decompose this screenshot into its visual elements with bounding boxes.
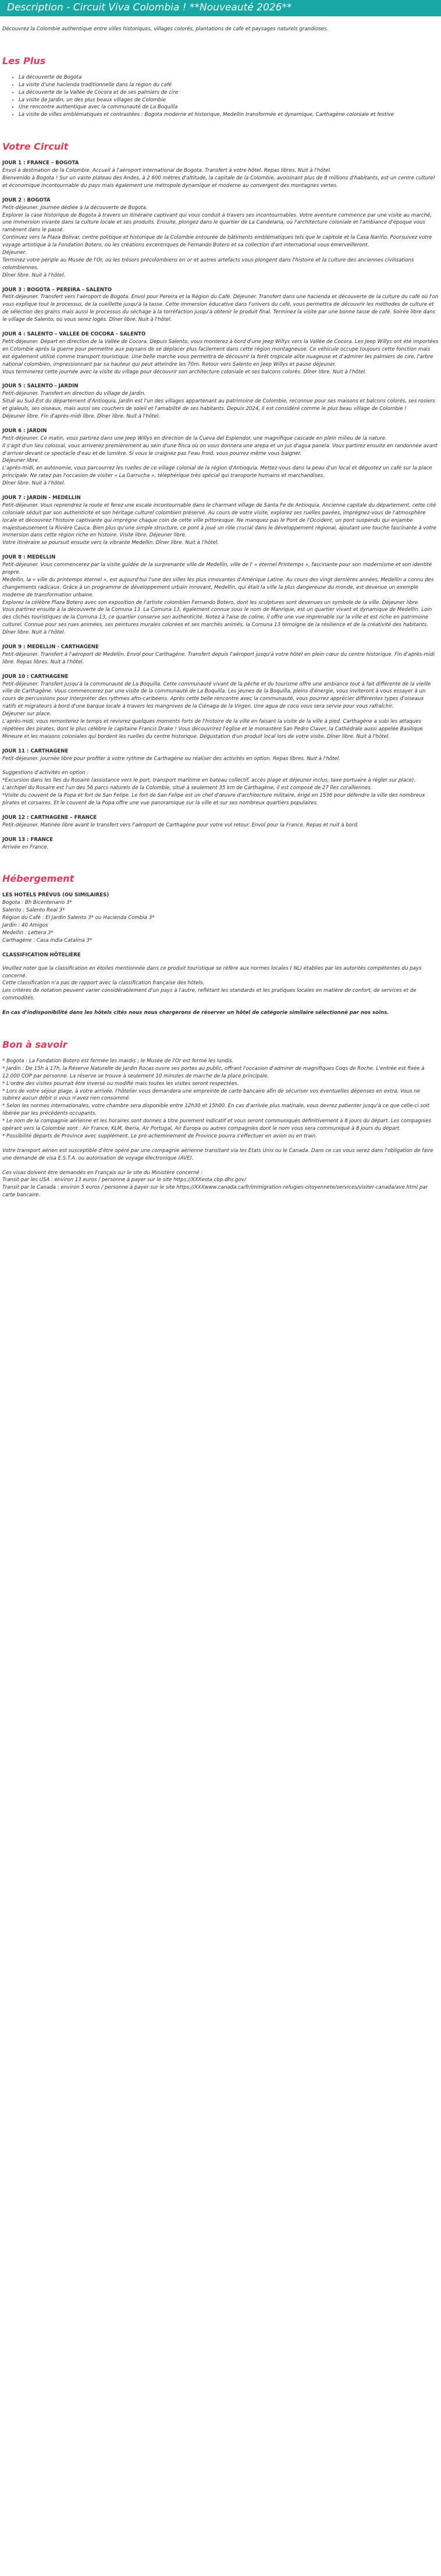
day-paragraph: Arrivée en France. xyxy=(2,844,49,850)
day-paragraph: L'après-midi, vous remonterez le temps et revivrez quelques moments forts de l'histoire de la ville en faisant la visite de la ville à pied. Carthagène a subi les attaques répétées des pirates, dont le plus célèbre le capitaine Francis Drake ! Vous découvrirez l'église et le monastère San Pedro Claver, la Cathédrale aussi appelée Basilique Mineure et les maisons coloniales qui bordent les ruelles du centre historique. Dégustation d'un produit local lors de votre visite. Dîner libre. Nuit à l'hôtel. xyxy=(2,719,423,740)
highlights-list xyxy=(2,74,439,119)
suggestions-intro: Suggestions d'activités en option : xyxy=(2,770,89,776)
hotel-entry: Medellin : Lettera 3* xyxy=(2,930,54,936)
day-paragraph: Petit-déjeuner. Vous reprendrez la route et ferez une escale incontournable dans le charmant village de Santa Fe de Antioquia. Ancienne capitale du département, cette cité coloniale séduit par son authenticité et son héritage culturel colombien préservé. Au cours de votre visite, explorez ses ruelles pavées, imprégnez-vous de l'atmosphère locale et découvrez l'histoire captivante qui imprègne chaque coin de cette ville pittoresque. Ne manquez pas le Pont de l'Occident, un pont suspendu qui enjambe majestueusement la Rivière Cauca. Bien plus qu'une simple structure, ce pont à joué un rôle crucial dans le développement régional, ajoutant une touche fascinante à votre immersion dans cette région riche en histoire. Visite libre. Déjeuner libre. xyxy=(2,502,436,539)
day-10 xyxy=(2,673,439,741)
visa-intro: Ces visas doivent être demandés en Français sur le site du Ministère concerné : xyxy=(2,1169,203,1176)
hotels-title: Hébergement xyxy=(2,873,74,885)
info-note: * Jardin : De 15h à 17h, la Réserve Naturelle de Jardin Rocas ouvre ses portes au public, offrant l'occasion d'admirer de magnifiques Coqs de Roche. L'entrée est fixée à 12.000 COP par personne. La réserve se trouve à seulement 10 minutes de marche de la place principale. xyxy=(2,1065,425,1079)
day-paragraph: Continuez vers la Plaza Bolivar, centre politique et historique de la Colombie entourée de bâtiments emblématiques tels que le capitole et la Casa Nariño. Poursuivez votre voyage artistique à la Fondation Botero, où les créations excentriques de Fernando Botero et sa collection d'art international vous émerveilleront. xyxy=(2,235,432,249)
hotel-entry: Carthagène : Casa India Catalina 3* xyxy=(2,937,93,944)
day-paragraph: Envol à destination de la Colombie. Accueil à l'aéroport international de Bogota. Transfert à votre hôtel. Repas libres. Nuit à l'hôtel. xyxy=(2,168,332,174)
day-paragraph: Il s'agit d'un lieu colossal, vous arriverez premièrement au sein d'une finca où on vous donnera une arepa et un jus d'agua panela. Vous partirez ensuite en randonnée avant d'arriver devant ce spectacle d'eau et de lumière. Si vous le craignez pas l'eau froid, vous pourrez même vous baigner. xyxy=(2,443,438,457)
info-note: * Selon les normes internationales, votre chambre sera disponible entre 12h30 et 15h00. En cas d'arrivée plus matinale, vous devrez patienter jusqu'à ce que celle-ci soit libérée par les précédents occupants. xyxy=(2,1103,429,1117)
suggestion-item: *Excursion dans les îles du Rosaire (assistance vers le port, transport maritime en bateau collectif, accès plage et déjeuner inclus, taxe portuaire à régler sur place). L'archipel du Rosaire est l'un des 56 parcs naturels de la Colombie, situé à seulement 35 km de Carthagène, il est composé de 27 îles coralliennes. xyxy=(2,778,416,791)
info-note: * Le nom de la compagnie aérienne et les horaires sont donnés à titre purement indicatif et vous seront communiqués définitivement à 8 jours du départ. Les compagnies opérant vers la Colombie sont : Air France, KLM, Iberia, Air Portugal, Air Europa ou autres compagnies dont le nom vous sera communiqué à 8 jours du départ. xyxy=(2,1118,432,1132)
info-note: * Lors de votre séjour plage, à votre arrivée, l'hôtelier vous demandera une empreinte de carte bancaire afin de sécuriser vos éventuelles dépenses en extra. Vous ne subirez aucun débit si vous n'avez rien consommé. xyxy=(2,1088,420,1102)
day-paragraph: Petit-déjeuner. Transfert jusqu'à la communauté de La Boquilla. Cette communauté vivant de la pêche et du tourisme offre une ambiance tout à fait différente de la vieille ville de Carthagène. Vous commencerez par une visite de la communauté de La Boquilla. Les jeunes de la Boquilla, pleins d'énergie, vous inviteront à vous essayer à un cours de percussions pour interpréter des rythmes afro-caribéens. Après cette belle rencontre avec la communauté, vous pourrez apprécier différentes types d'oiseaux natifs et migrateurs à bord d'une barque locale à travers les mangroves de la Ciénaga de la Virgen. Une agua de coco vous sera servie pour vous rafraîchir. xyxy=(2,681,431,710)
day-paragraph: Petit-déjeuner. Matinée libre avant le transfert vers l'aéroport de Carthagène pour votre vol retour. Envol pour la France. Repas et nuit à bord. xyxy=(2,822,359,828)
day-title: JOUR 6 : JARDIN xyxy=(2,427,47,434)
good-to-know-title: Bon à savoir xyxy=(2,1038,67,1050)
day-paragraph: Dîner libre. Nuit à l'hôtel. xyxy=(2,630,66,636)
day-paragraph: Dîner libre. Nuit à l'hôtel. xyxy=(2,272,66,278)
day-paragraph: Dîner libre. Nuit à l'hôtel. xyxy=(2,480,66,487)
day-paragraph: Explorer la case historique de Bogota à travers un itinéraire captivant qui vous conduit à travers ses incontournables. Votre aventure commence par une visite au marché, une immersion vivante dans la culture locale et ses produits. Ensuite, plongez dans le quartier de La Candelaria, où l'architecture coloniale et l'ambiance d'époque vous ramènent dans le passé. xyxy=(2,212,432,234)
day-paragraph: Petit-déjeuner. Départ en direction de la Vallée de Cocora. Depuis Salento, vous monterez à bord d'une Jeep Willys vers la Vallée de Cocora. Les Jeep Willys ont été importées en Colombie après la guerre pour permettre aux paysans de se déplacer plus facilement dans cette région montagneuse. Ce véhicule occupe toujours cette fonction mais est également utilisé comme transport touristique. Une belle marche vous permettra de découvrir la forêt tropicale alite nuageuse et d'admirer les palmiers de cire, l'arbre national colombien, impressionnant par sa hauteur qui peut atteindre les 70m. Retour vers Salento en Jeep Willys et pause déjeuner. xyxy=(2,338,439,368)
classification-paragraph: Cette classification n'a pas de rapport avec la classification française des hôtels. xyxy=(2,980,205,987)
day-title: JOUR 7 : JARDIN - MEDELLIN xyxy=(2,494,81,501)
day-paragraph: Petit-déjeuner. Vous commencerez par la visite guidée de la surprenante ville de Medellin, ville de l' « éternel Printemps », fascinante pour son modernisme et son identité propre. xyxy=(2,562,432,575)
day-paragraph: Terminez votre périple au Musée de l'Or, où les trésors précolombiens en or et autres artefacts vous plongent dans l'histoire et la culture des anciennes civilisations colombiennes. xyxy=(2,257,414,271)
visa-links xyxy=(2,1169,439,1200)
classification-heading: CLASSIFICATION HÔTELIÈRE xyxy=(2,952,81,958)
highlight-item: • La visite de villes emblématiques et contrastées : Bogota moderne et historique, Medellin transformée et dynamique, Carthagène coloniale et festive xyxy=(19,111,439,119)
highlight-item: • La découverte de la Vallée de Cocora et de ses palmiers de cire xyxy=(19,89,439,97)
hotel-entry: Salento : Salento Real 3* xyxy=(2,907,65,914)
classification-paragraph: Veuillez noter que la classification en étoiles mentionnée dans ce produit touristique se réfère aux normes locales ( NL) établies par les autorités compétentes du pays concerné. xyxy=(2,965,422,979)
visa-link-canada[interactable]: Transit par le Canada : environ 5 euros / personne à payer sur le site https://XXXwww.canada.ca/fr/immigration-refugies-citoyennete/services/visiter-canada/ave.html par carte bancaire. xyxy=(2,1185,428,1199)
day-title: JOUR 10 : CARTHAGENE xyxy=(2,673,69,680)
day-paragraph: Déjeuner libre. Fin d'après-midi libre. Dîner libre. Nuit à l'hôtel. xyxy=(2,413,160,419)
classification-paragraph: Les critères de notation peuvent varier considérablement d'un pays à l'autre, reflétant les standards et les pratiques locales en matière de confort, de services et de commodités. xyxy=(2,988,417,1002)
highlight-item: • La découverte de Bogota xyxy=(19,74,439,82)
day-paragraph: Déjeuner sur place. xyxy=(2,711,52,718)
hotels-block xyxy=(2,892,439,944)
day-paragraph: Petit-déjeuner. Ce matin, vous partirez dans une Jeep Willys en direction de la Cueva del Esplendor, une magnifique cascade en plein milieu de la nature. xyxy=(2,435,387,441)
day-title: JOUR 4 : SALENTO – VALLEE DE COCORA - SALENTO xyxy=(2,331,146,338)
day-title: JOUR 5 : SALENTO - JARDIN xyxy=(2,383,79,390)
day-title: JOUR 13 : FRANCE xyxy=(2,836,53,843)
itinerary-title: Votre Circuit xyxy=(2,141,69,153)
day-title: JOUR 2 : BOGOTA xyxy=(2,197,51,203)
highlight-item: • La visite d'une hacienda traditionnelle dans la région du café xyxy=(19,82,439,89)
day-paragraph: Situé au Sud-Est du département d'Antioquia, Jardin est l'un des villages appartenant au patrimoine de Colombie, reconnue pour ses maisons et balcons colorés, ses rosiers et glaïeuls, ses oiseaux, mais aussi ses couchers de soleil et l'amabilité de ses habitants. Depuis 2024, il est considéré comme le plus beau village de Colombie ! xyxy=(2,398,435,412)
day-paragraph: Petit-déjeuner. Transfert vers l'aéroport de Bogota. Envol pour Pereira et la Région du Café. Déjeuner. Transfert dans une hacienda et découverte de la culture du café où l'on vous explique tout le processus, de la cueillette jusqu'à la tasse. Cette immersion éducative dans l'univers du café, vous permettra de découvrir les méthodes de culture et de sélection des grains mais aussi le processus du séchage à la torréfaction jusqu'à obtenir le produit final. Terminez la visite par une bonne tasse de café. Soirée libre dans le village de Salento, où vous serez logés. Dîner libre. Nuit à l'hôtel. xyxy=(2,294,439,323)
intro-text: Découvrez la Colombie authentique entre villes historiques, villages colorés, plantations de café et paysages naturels grandioses. xyxy=(2,26,329,32)
day-paragraph: Petit-déjeuner. Transfert en direction du village de Jardin. xyxy=(2,391,146,397)
hotels-heading: LES HOTELS PRÉVUS (OU SIMILAIRES) xyxy=(2,892,109,899)
good-to-know-notes xyxy=(2,1058,439,1140)
hotel-entry: Bogota : Bh Bicentenario 3* xyxy=(2,900,72,906)
highlight-item: • Une rencontre authentique avec la communauté de La Boquilla xyxy=(19,104,439,111)
day-paragraph: Petit-déjeuner. Journée dédiée à la découverte de Bogota. xyxy=(2,204,148,211)
day-title: JOUR 12 : CARTHAGENE – FRANCE xyxy=(2,814,97,821)
banner-title: Description - Circuit Viva Colombia ! **Nouveauté 2026** xyxy=(7,2,292,13)
day-8 xyxy=(2,554,439,637)
day-title: JOUR 8 : MEDELLIN xyxy=(2,554,56,561)
day-11 xyxy=(2,748,439,763)
day-paragraph: Explorez la célèbre Plaza Botero avec son exposition de l'artiste colombien Fernando Botero, dont les sculptures sont devenues un symbole de la ville. Déjeuner libre. xyxy=(2,599,419,606)
day-6 xyxy=(2,427,439,487)
day-paragraph: Vous terminerez cette journée avec la visite du village pour découvrir son architecture coloniale et ses balcons colorés. Dîner libre. Nuit à l'hôtel. xyxy=(2,369,367,375)
day-7 xyxy=(2,494,439,547)
transit-visa-note: Votre transport aérien est susceptible d'être opéré par une compagnie aérienne transitant via les Etats Unis ou le Canada. Dans ce cas vous serez dans l'obligation de faire une demande de visa E.S.T.A. ou autorisation de voyage électronique (AVE). xyxy=(2,1147,433,1161)
day-title: JOUR 1 : FRANCE – BOGOTA xyxy=(2,160,79,167)
page-banner xyxy=(0,0,441,16)
day-3 xyxy=(2,287,439,324)
day-5 xyxy=(2,383,439,420)
day-paragraph: Votre itinéraire se poursuit ensuite vers la vibrante Medellin. Dîner libre. Nuit à l'hôtel. xyxy=(2,540,219,546)
day-1 xyxy=(2,160,439,190)
main-content xyxy=(0,26,441,1199)
day-12 xyxy=(2,814,439,829)
day-paragraph: Bienvenido à Bogota ! Sur un vaste plateau des Andes, à 2 600 mètres d'altitude, la capitale de la Colombie, avoisinant plus de 8 millions d'habitants, est un centre culturel et économique incontournable du pays mais également une métropole dynamique et moderne au convergent des montagnes vertes. xyxy=(2,175,435,189)
day-2 xyxy=(2,197,439,280)
day-paragraph: Déjeuner libre. xyxy=(2,458,40,464)
day-paragraph: Petit-déjeuner. Transfert à l'aéroport de Medellin. Envol pour Carthagène. Transfert depuis l'aéroport jusqu'à votre hôtel en plein cœur du centre historique. Fin d'après-midi libre. Repas libres. Nuit à l'hôtel. xyxy=(2,651,435,665)
day-paragraph: Déjeuner. xyxy=(2,250,27,256)
day-9 xyxy=(2,644,439,666)
optional-activities xyxy=(2,769,439,807)
info-note: * L'ordre des visites pourrait être inversé ou modifié mais toutes les visites seront respectées. xyxy=(2,1080,239,1087)
availability-warning: En cas d'indisponibilité dans les hôtels cités nous nous chargerons de réserver un hôtel de catégorie similaire sélectionné par nos soins. xyxy=(2,1010,389,1016)
day-title: JOUR 3 : BOGOTA – PEREIRA - SALENTO xyxy=(2,287,112,293)
day-paragraph: L'après-midi, en autonomie, vous parcourrez les ruelles de ce village colonial de la région d'Antioquia. Mettez-vous dans la peau d'un local et dégustez un café sur la place principale. Ne ratez pas l'occasion de visiter « La Garrucha », téléphérique très spécial qui transporte humains et marchandises. xyxy=(2,465,432,479)
info-note: * Possibilité départs de Province avec supplément. Le pré-acheminement de Province pourra s'effectuer en avion ou en train. xyxy=(2,1133,317,1139)
day-title: JOUR 9 : MEDELLIN - CARTHAGENE xyxy=(2,644,99,650)
hotel-entry: Région du Café : El Jardin Salento 3* ou Hacienda Combia 3* xyxy=(2,915,155,921)
day-13 xyxy=(2,836,439,851)
day-title: JOUR 11 : CARTHAGENE xyxy=(2,748,69,754)
day-4 xyxy=(2,331,439,376)
hotel-entry: Jardin : 40 Amigos xyxy=(2,923,48,929)
day-paragraph: Petit-déjeuner. Journée libre pour profiter à votre rythme de Carthagène ou réaliser des activités en option. Repas libres. Nuit à l'hôtel. xyxy=(2,755,340,762)
suggestion-item: *Visite du couvent de la Popa et fort de San Felipe. Le fort de San Felipe est un chef d'œuvre d'architecture militaire, érigé en 1536 pour défendre la ville des nombreux pirates et corsaires. Et le couvent de la Popa offre une vue panoramique sur la ville et sur ses nombreux quartiers populaires. xyxy=(2,793,425,807)
highlights-title: Les Plus xyxy=(2,55,46,66)
info-note: * Bogota : La Fondation Botero est fermée les mardis ; le Musée de l'Or est fermé les lundis. xyxy=(2,1058,234,1064)
highlight-item: • La visite de Jardin, un des plus beaux villages de Colombie xyxy=(19,97,439,104)
classification-block xyxy=(2,952,439,1002)
day-paragraph: Vous partirez ensuite à la découverte de la Comuna 13. La Comuna 13, également connue sous le nom de Manrique, est un quartier vivant et dynamique de Medellin. Loin des clichés touristiques de la Comuna 13, ce quartier conserve son authenticité. Notez à l'aise de coline, il offre une vue imprenable sur la ville et est riche en patrimoine culturel. Connue pour ses rues animées, ses peintures murales colorées et ses marchés animés, la Comuna 13 témoigne de la résilience et de la créativité des habitants. xyxy=(2,607,432,628)
page xyxy=(0,0,441,1215)
visa-link-usa[interactable]: Transit par les USA : environ 13 euros / personne à payer sur le site https://XXXesta.cbp.dhs.gov/ xyxy=(2,1177,246,1183)
day-paragraph: Medellin, la « ville du printemps éternel », est aujourd'hui l'une des villes les plus innovantes d'Amérique Latine. Au cours des vingt dernières années, Medellin a connu des changements radicaux. Grâce à un programme de développement urbain innovant, Medellin, qui était la ville la plus dangereuse du monde, est devenue un exemple moderne de transformation urbaine. xyxy=(2,577,434,598)
